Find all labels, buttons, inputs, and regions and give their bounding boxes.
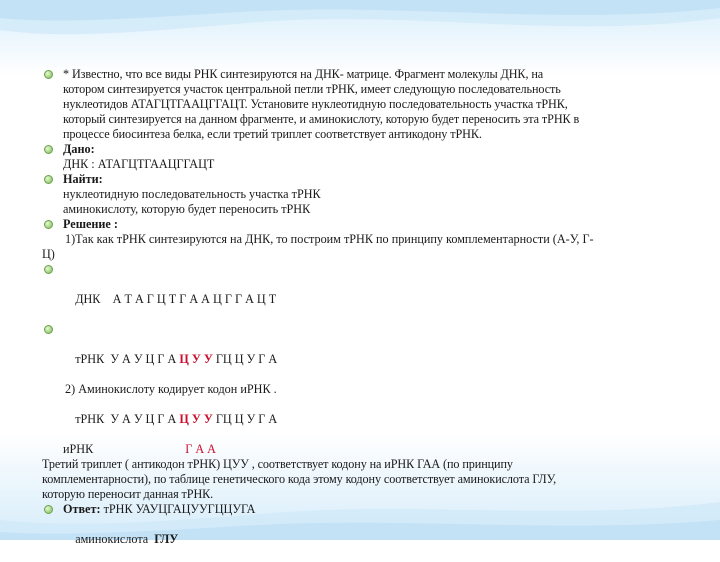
bullet-icon (44, 145, 53, 154)
anticodon-highlight: Ц У У (179, 352, 213, 366)
mrna-row: иРНК Г А А (63, 442, 216, 456)
bullet-icon (44, 325, 53, 334)
task-line: котором синтезируется участок центральной петли тРНК, имеет следующую последовательность (63, 82, 561, 96)
task-line: который синтезируется на данном фрагменте, и аминокислоту, которую будет переносить эта тРНК в (63, 112, 580, 126)
answer-amino: аминокислота ГЛУ (75, 532, 179, 546)
bullet-icon (44, 70, 53, 79)
answer-line: Ответ: тРНК УАУЦГАЦУУГЦЦУГА (30, 502, 690, 517)
task-line: процессе биосинтеза белка, если третий триплет соответствует антикодону тРНК. (63, 127, 482, 141)
task-line: * Известно, что все виды РНК синтезируются на ДНК- матрице. Фрагмент молекулы ДНК, на (30, 67, 690, 82)
bullet-icon (44, 265, 53, 274)
bullet-icon (44, 220, 53, 229)
explanation-line: комплементарности), по таблице генетического кода этому кодону соответствует аминокислота ГЛУ, (42, 472, 557, 486)
solution-heading: Решение : (30, 217, 690, 232)
explanation-line: Третий триплет ( антикодон тРНК) ЦУУ , соответствует кодону на иРНК ГАА (по принципу (42, 457, 513, 471)
trna-row-2: тРНК У А У Ц Г А Ц У У ГЦ Ц У Г А (75, 412, 278, 426)
slide-content (30, 67, 690, 562)
anticodon-highlight: Ц У У (179, 412, 213, 426)
solution-step-1-end: Ц) (42, 247, 55, 261)
solution-step-1: 1)Так как тРНК синтезируются на ДНК, то построим тРНК по принципу комплементарности (А-У, Г- (65, 232, 594, 246)
trna-row: тРНК У А У Ц Г А Ц У У ГЦ Ц У Г А (30, 322, 690, 382)
solution-step-2: 2) Аминокислоту кодирует кодон иРНК . (65, 382, 277, 396)
find-heading: Найти: (30, 172, 690, 187)
bullet-icon (44, 505, 53, 514)
bullet-icon (44, 175, 53, 184)
dna-row: ДНК А Т А Г Ц Т Г А А Ц Г Г А Ц Т (30, 262, 690, 322)
given-heading: Дано: (30, 142, 690, 157)
codon-highlight: Г А А (185, 442, 216, 456)
explanation-line: которую переносит данная тРНК. (42, 487, 214, 501)
top-wave-decoration (0, 0, 720, 70)
given-dna: ДНК : АТАГЦТГААЦГГАЦТ (63, 157, 215, 171)
task-line: нуклеотидов АТАГЦТГААЦГГАЦТ. Установите нуклеотидную последовательность участка тРНК, (63, 97, 568, 111)
find-item: аминокислоту, которую будет переносить тРНК (63, 202, 311, 216)
find-item: нуклеотидную последовательность участка тРНК (63, 187, 321, 201)
task-statement (30, 67, 690, 142)
